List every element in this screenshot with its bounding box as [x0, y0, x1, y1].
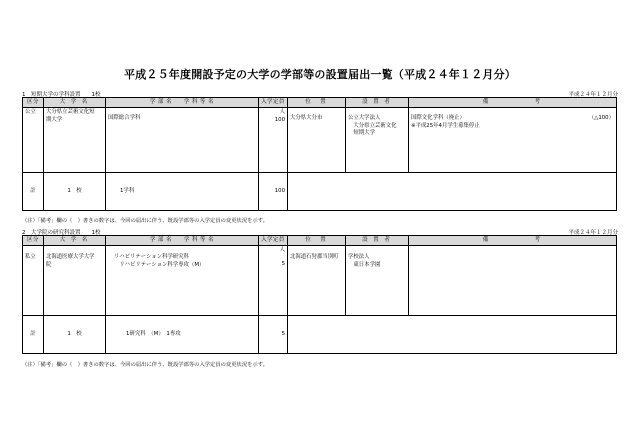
total-capacity: 5 — [259, 316, 288, 354]
total-label: 計 — [23, 316, 44, 354]
section1-data-row — [23, 108, 617, 173]
row-capacity-cell — [259, 246, 288, 316]
header-department: 学 部 名 学 科 等 名 — [106, 98, 259, 108]
row-founder: 学校法人 東日本学園 — [346, 246, 409, 316]
header-remarks: 備 考 — [409, 98, 617, 108]
section2-note: （注）「備考」欄の（ ）書きの数字は、今回の届出に伴う、既設学部等の入学定員の変更状況を示す。 — [22, 362, 268, 368]
document-title: 平成２５年度開設予定の大学の学部等の設置届出一覧（平成２４年１２月分） — [124, 68, 516, 81]
section2-data-row — [23, 246, 617, 316]
section2-table — [22, 235, 617, 354]
header-kubun: 区分 — [23, 98, 44, 108]
row-university: 北海道医療大学大学 院 — [44, 246, 106, 316]
total-count: 1 校 — [44, 173, 106, 211]
header-capacity: 入学定員 — [259, 236, 288, 246]
header-capacity: 入学定員 — [259, 98, 288, 108]
section2-heading: 2 大学院の研究科設置 1校 — [22, 230, 101, 236]
header-location: 位 置 — [288, 236, 346, 246]
header-remarks: 備 考 — [409, 236, 617, 246]
header-university: 大 学 名 — [44, 98, 106, 108]
row-kubun: 公立 — [23, 108, 44, 173]
total-departments: 1研究科 （M） 1専攻 — [106, 316, 259, 354]
section1-total-row — [23, 173, 617, 211]
total-label: 計 — [23, 173, 44, 211]
row-capacity: 100 — [274, 116, 285, 123]
row-department: リハビリテーション科学研究科 リハビリテーション科学専攻（M） — [106, 246, 259, 316]
section1-heading: 1 短期大学の学科設置 1校 — [22, 92, 101, 98]
header-founder: 設 置 者 — [346, 98, 409, 108]
capacity-unit: 人 — [279, 109, 285, 116]
total-blank — [288, 173, 617, 211]
row-remarks: 国際文化学科（廃止） ※平成25年4月学生募集停止 — [411, 115, 480, 129]
row-location: 北海道石狩郡当別町 — [288, 246, 346, 316]
row-remarks-cell — [409, 108, 617, 173]
section1-note: （注）「備考」欄の（ ）書きの数字は、今回の届出に伴う、既設学部等の入学定員の変更状況を示す。 — [22, 218, 268, 224]
header-university: 大 学 名 — [44, 236, 106, 246]
capacity-unit: 人 — [279, 247, 285, 254]
header-department: 学 部 名 学 科 等 名 — [106, 236, 259, 246]
total-departments: 1学科 — [106, 173, 259, 211]
row-founder: 公立大学法人 大分県立芸術文化 短期大学 — [346, 108, 409, 173]
row-university: 大分県立芸術文化短 期大学 — [44, 108, 106, 173]
total-capacity: 100 — [259, 173, 288, 211]
row-remarks — [409, 246, 617, 316]
section2-header-row — [23, 236, 617, 246]
section1-date: 平成２４年１２月分 — [568, 92, 618, 98]
header-kubun: 区分 — [23, 236, 44, 246]
row-department: 国際総合学科 — [106, 108, 259, 173]
section1-header-row — [23, 98, 617, 108]
row-capacity-cell — [259, 108, 288, 173]
row-location: 大分県大分市 — [288, 108, 346, 173]
row-capacity: 5 — [281, 260, 285, 267]
total-count: 1 校 — [44, 316, 106, 354]
total-blank — [288, 316, 617, 354]
section1-table — [22, 97, 617, 211]
row-kubun: 私立 — [23, 246, 44, 316]
header-location: 位 置 — [288, 98, 346, 108]
header-founder: 設 置 者 — [346, 236, 409, 246]
section2-date: 平成２４年１２月分 — [568, 230, 618, 236]
section2-total-row — [23, 316, 617, 354]
row-remarks-value: （△100） — [588, 115, 614, 122]
